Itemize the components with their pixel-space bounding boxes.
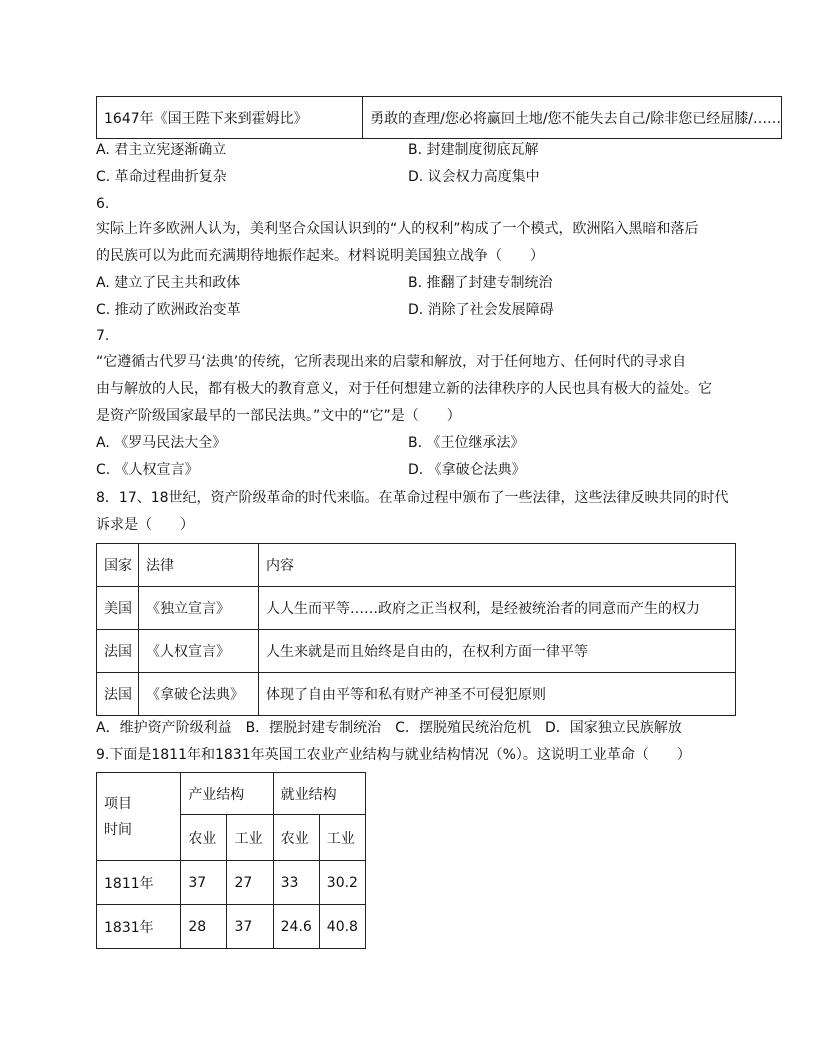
q5-option-a: A. 君主立宪逐渐确立 <box>96 142 227 158</box>
q8-cell-country: 美国 <box>97 587 139 630</box>
q8-law-table <box>96 543 736 716</box>
q9-stem: 9.下面是1811年和1831年英国工农业产业结构与就业结构情况（%）。这说明工业革命（ ） <box>96 747 691 763</box>
q5-option-d: D. 议会权力高度集中 <box>408 169 540 185</box>
q5-option-c: C. 革命过程曲折复杂 <box>96 169 227 185</box>
q8-cell-country: 法国 <box>97 630 139 673</box>
q8-cell-content: 人人生而平等……政府之正当权利，是经被统治者的同意而产生的权力 <box>259 587 736 630</box>
q9-cell-value: 28 <box>181 905 227 949</box>
q9-sub-agri: 农业 <box>273 815 319 861</box>
q7-option-d: D. 《拿破仑法典》 <box>408 462 526 478</box>
q8-options: A．维护资产阶级利益 B．摆脱封建专制统治 C．摆脱殖民统治危机 D．国家独立民族解放 <box>96 720 682 736</box>
q9-cell-value: 33 <box>273 861 319 905</box>
table-row <box>97 861 366 905</box>
q9-sub-agri: 农业 <box>181 815 227 861</box>
q8-cell-content: 体现了自由平等和私有财产神圣不可侵犯原则 <box>259 673 736 716</box>
q7-number: 7. <box>96 328 110 344</box>
q8-cell-law: 《人权宣言》 <box>139 630 259 673</box>
q8-stem-line2: 诉求是（ ） <box>96 517 194 533</box>
q7-option-c: C. 《人权宣言》 <box>96 462 199 478</box>
q9-sub-industry: 工业 <box>227 815 273 861</box>
q8-header-row <box>97 544 736 587</box>
q7-stem-line3: 是资产阶级国家最早的一部民法典。”文中的“它”是（ ） <box>96 408 461 424</box>
q6-option-d: D. 消除了社会发展障碍 <box>408 302 554 318</box>
q9-cell-value: 37 <box>227 905 273 949</box>
q6-option-b: B. 推翻了封建专制统治 <box>408 275 553 291</box>
q8-header-law: 法律 <box>139 544 259 587</box>
q5-option-b: B. 封建制度彻底瓦解 <box>408 142 539 158</box>
q9-cell-year: 1811年 <box>97 861 181 905</box>
q7-option-a: A. 《罗马民法大全》 <box>96 435 227 451</box>
quote-source-cell: 1647年《国王陛下来到霍姆比》 <box>97 97 363 139</box>
quote-table <box>96 96 782 139</box>
q6-stem-line2: 的民族可以为此而充满期待地振作起来。材料说明美国独立战争（ ） <box>96 248 544 264</box>
q6-option-a: A. 建立了民主共和政体 <box>96 275 241 291</box>
table-row <box>97 905 366 949</box>
q8-cell-law: 《拿破仑法典》 <box>139 673 259 716</box>
q9-corner-cell <box>97 773 181 861</box>
q6-option-c: C. 推动了欧洲政治变革 <box>96 302 241 318</box>
q9-corner-item: 项目 <box>104 795 132 812</box>
table-row <box>97 630 736 673</box>
quote-text-cell: 勇敢的查理/您必将赢回土地/您不能失去自己/除非您已经屈膝/…… <box>363 97 782 139</box>
q9-structure-table <box>96 772 366 949</box>
table-row <box>97 587 736 630</box>
q7-stem-line1: “它遵循古代罗马‘法典’的传统，它所表现出来的启蒙和解放，对于任何地方、任何时代的寻求自 <box>96 354 687 370</box>
q8-cell-country: 法国 <box>97 673 139 716</box>
q9-group-employment: 就业结构 <box>273 773 365 815</box>
q9-group-industry: 产业结构 <box>181 773 273 815</box>
q9-cell-value: 30.2 <box>319 861 365 905</box>
q9-sub-industry: 工业 <box>319 815 365 861</box>
q9-cell-value: 37 <box>181 861 227 905</box>
q9-cell-value: 40.8 <box>319 905 365 949</box>
q8-header-country: 国家 <box>97 544 139 587</box>
q9-cell-year: 1831年 <box>97 905 181 949</box>
table-row <box>97 673 736 716</box>
q6-stem-line1: 实际上许多欧洲人认为，美利坚合众国认识到的“人的权利”构成了一个模式，欧洲陷入黑暗和落后 <box>96 221 699 237</box>
q8-stem-line1: 8．17、18世纪，资产阶级革命的时代来临。在革命过程中颁布了一些法律，这些法律反映共同的时代 <box>96 490 729 506</box>
q9-corner-time: 时间 <box>104 821 132 838</box>
q8-header-content: 内容 <box>259 544 736 587</box>
q9-cell-value: 24.6 <box>273 905 319 949</box>
q6-number: 6. <box>96 196 110 212</box>
q9-cell-value: 27 <box>227 861 273 905</box>
q8-cell-law: 《独立宣言》 <box>139 587 259 630</box>
q7-option-b: B. 《王位继承法》 <box>408 435 525 451</box>
q8-cell-content: 人生来就是而且始终是自由的，在权利方面一律平等 <box>259 630 736 673</box>
q7-stem-line2: 由与解放的人民，都有极大的教育意义，对于任何想建立新的法律秩序的人民也具有极大的益处。它 <box>96 381 712 397</box>
